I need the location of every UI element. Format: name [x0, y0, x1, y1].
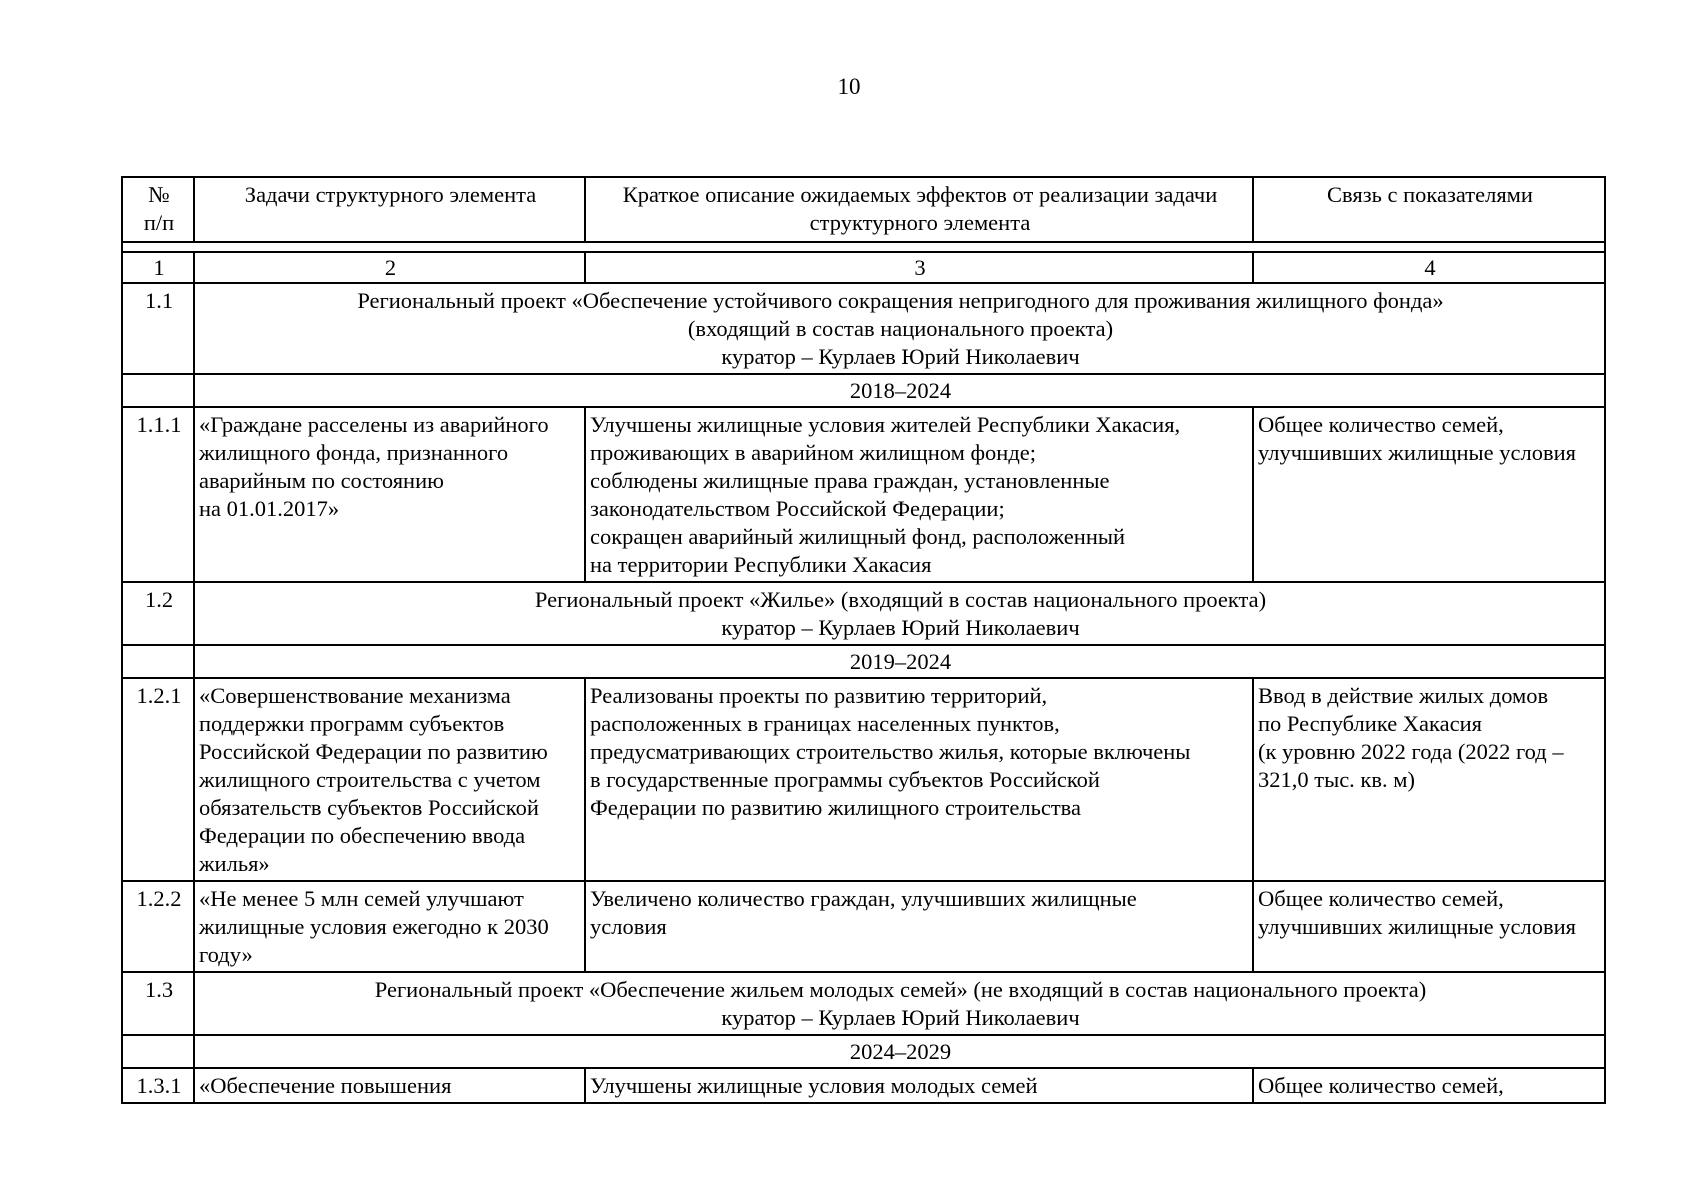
column-number: 3: [585, 252, 1253, 283]
page-number: 10: [837, 74, 861, 99]
period-label: 2018–2024: [194, 374, 1605, 407]
indicator-text: Ввод в действие жилых домов по Республике Хакасия (к уровню 2022 года (2022 год – 321,0 тыс. кв. м): [1253, 678, 1605, 881]
indicator-text: Общее количество семей, улучшивших жилищные условия: [1253, 881, 1605, 972]
task-number: 1.1.1: [122, 407, 194, 582]
project-title: Региональный проект «Обеспечение устойчивого сокращения непригодного для проживания жилищного фонда» (входящий в состав национального проекта) куратор – Курлаев Юрий Николаевич: [194, 283, 1605, 374]
indicator-text: Общее количество семей, улучшивших жилищные условия: [1253, 407, 1605, 582]
project-number: 1.1: [122, 283, 194, 374]
project-title: Региональный проект «Обеспечение жильем молодых семей» (не входящий в состав национального проекта) куратор – Курлаев Юрий Николаевич: [194, 972, 1605, 1035]
task-number: 1.3.1: [122, 1068, 194, 1103]
header-separator: [122, 242, 1605, 252]
task-text: «Совершенствование механизма поддержки программ субъектов Российской Федерации по развитию жилищного строительства с учетом обязательств субъектов Российской Федерации по обеспечению ввода жилья»: [194, 678, 585, 881]
structural-elements-table: [121, 176, 1606, 1104]
task-number: 1.2.2: [122, 881, 194, 972]
project-row: [122, 283, 1605, 374]
period-label: 2024–2029: [194, 1035, 1605, 1068]
column-number: 1: [122, 252, 194, 283]
task-text: «Обеспечение повышения: [194, 1068, 585, 1103]
table-row: [122, 407, 1605, 582]
project-number: 1.3: [122, 972, 194, 1035]
effect-text: Улучшены жилищные условия молодых семей: [585, 1068, 1253, 1103]
project-row: [122, 972, 1605, 1035]
indicator-text: Общее количество семей,: [1253, 1068, 1605, 1103]
period-label: 2019–2024: [194, 645, 1605, 678]
table-header-row: [122, 177, 1605, 242]
header-tasks: Задачи структурного элемента: [194, 177, 585, 242]
table-row: [122, 678, 1605, 881]
period-row: [122, 1035, 1605, 1068]
table-row: [122, 881, 1605, 972]
column-number: 2: [194, 252, 585, 283]
period-empty-cell: [122, 374, 194, 407]
column-number-row: [122, 252, 1605, 283]
table-row: [122, 1068, 1605, 1103]
effect-text: Увеличено количество граждан, улучшивших жилищные условия: [585, 881, 1253, 972]
task-number: 1.2.1: [122, 678, 194, 881]
period-row: [122, 374, 1605, 407]
task-text: «Граждане расселены из аварийного жилищного фонда, признанного аварийным по состоянию на 01.01.2017»: [194, 407, 585, 582]
project-title: Региональный проект «Жилье» (входящий в состав национального проекта) куратор – Курлаев Юрий Николаевич: [194, 582, 1605, 645]
task-text: «Не менее 5 млн семей улучшают жилищные условия ежегодно к 2030 году»: [194, 881, 585, 972]
period-empty-cell: [122, 1035, 194, 1068]
header-indicators: Связь с показателями: [1253, 177, 1605, 242]
effect-text: Реализованы проекты по развитию территорий, расположенных в границах населенных пунктов, предусматривающих строительство жилья, которые включены в государственные программы субъектов Российской Федерации по развитию жилищного строительства: [585, 678, 1253, 881]
period-row: [122, 645, 1605, 678]
header-effects: Краткое описание ожидаемых эффектов от реализации задачи структурного элемента: [585, 177, 1253, 242]
project-row: [122, 582, 1605, 645]
header-number: № п/п: [122, 177, 194, 242]
project-number: 1.2: [122, 582, 194, 645]
period-empty-cell: [122, 645, 194, 678]
effect-text: Улучшены жилищные условия жителей Республики Хакасия, проживающих в аварийном жилищном фонде; соблюдены жилищные права граждан, установленные законодательством Российской Федерации; сокращен аварийный жилищный фонд, расположенный на территории Республики Хакасия: [585, 407, 1253, 582]
column-number: 4: [1253, 252, 1605, 283]
